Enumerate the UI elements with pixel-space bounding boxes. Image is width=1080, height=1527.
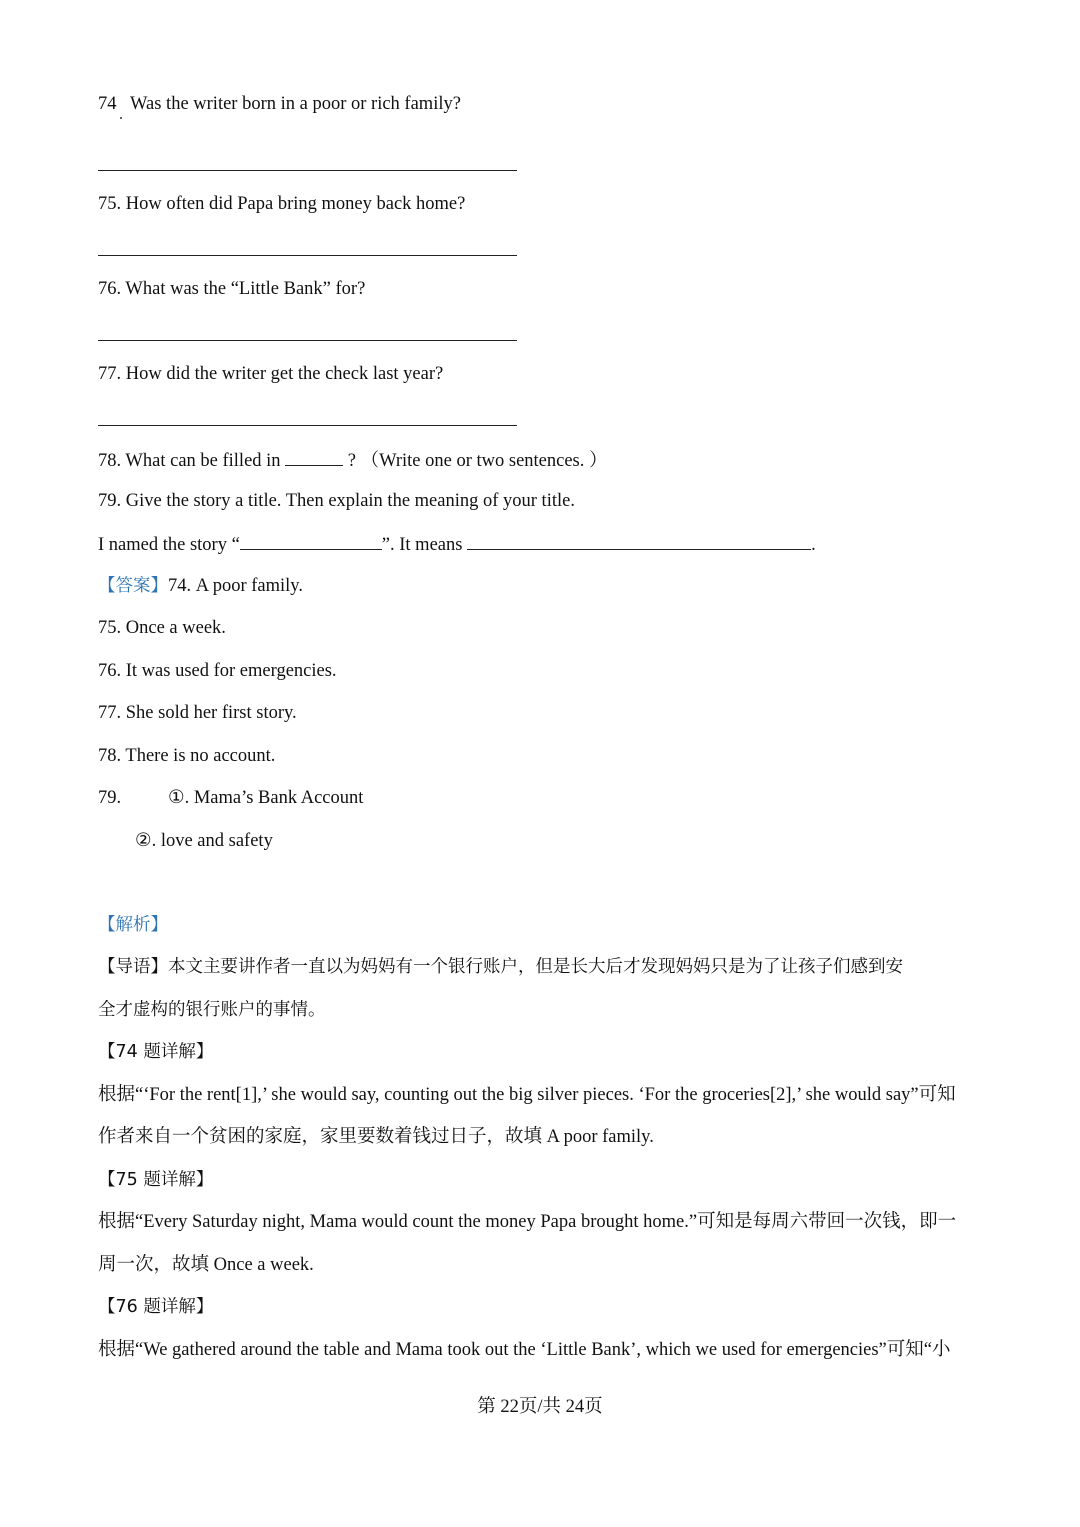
answer-79-number: 79. [98, 788, 122, 808]
answer-79-title: ①. Mama’s Bank Account [168, 788, 364, 808]
question-76: 76. What was the “Little Bank” for? [98, 279, 366, 299]
heading-76-detail: 【76 题详解】 [98, 1297, 214, 1317]
fill-period: . [811, 535, 816, 555]
answer-74-text: 74. A poor family. [168, 576, 303, 596]
question-78-text-end: ? （Write one or two sentences. ） [343, 451, 608, 471]
meaning-prompt: ”. It means [381, 535, 468, 555]
answer-line-77 [98, 425, 517, 426]
detail-74-line-2: 作者来自一个贫困的家庭，家里要数着钱过日子，故填 A poor family. [98, 1127, 654, 1147]
answer-76: 76. It was used for emergencies. [98, 661, 337, 681]
question-75: 75. How often did Papa bring money back home? [98, 194, 466, 214]
answer-75: 75. Once a week. [98, 618, 226, 638]
analysis-tag: 【解析】 [98, 915, 168, 935]
stray-dot [120, 117, 122, 119]
intro-line-2: 全才虚构的银行账户的事情。 [98, 1000, 326, 1020]
page-number: 第 22页/共 24页 [477, 1397, 603, 1417]
question-78-text-start: 78. What can be filled in [98, 451, 286, 471]
question-78-blank [285, 447, 343, 466]
heading-75-detail: 【75 题详解】 [98, 1170, 214, 1190]
detail-74-line-1: 根据“‘For the rent[1],’ she would say, counting out the big silver pieces. ‘For the groceries[2],’ she would say”可知 [98, 1085, 956, 1105]
answer-78: 78. There is no account. [98, 746, 276, 766]
detail-75-line-1: 根据“Every Saturday night, Mama would count the money Papa brought home.”可知是每周六带回一次钱，即一 [98, 1212, 957, 1232]
detail-76-line-1: 根据“We gathered around the table and Mama took out the ‘Little Bank’, which we used for emergencies”可知“小 [98, 1340, 951, 1360]
question-79-fill [98, 531, 816, 557]
answer-tag: 【答案】 [98, 576, 168, 596]
meaning-blank [467, 531, 811, 550]
answer-line-74 [98, 170, 517, 171]
intro-line-1: 【导语】本文主要讲作者一直以为妈妈有一个银行账户，但是长大后才发现妈妈只是为了让孩子们感到安 [98, 957, 903, 977]
answer-77: 77. She sold her first story. [98, 703, 297, 723]
answer-79-meaning: ②. love and safety [135, 831, 273, 851]
question-78 [98, 447, 608, 473]
answer-line-75 [98, 255, 517, 256]
question-79: 79. Give the story a title. Then explain the meaning of your title. [98, 491, 575, 511]
question-74-number: 74 [98, 94, 117, 114]
question-77: 77. How did the writer get the check last year? [98, 364, 444, 384]
question-74 [98, 92, 461, 116]
answer-line-76 [98, 340, 517, 341]
title-blank [240, 531, 382, 550]
answer-74 [98, 574, 303, 598]
question-74-text: Was the writer born in a poor or rich family? [130, 94, 461, 114]
detail-75-line-2: 周一次，故填 Once a week. [98, 1255, 314, 1275]
title-prompt: I named the story “ [98, 535, 240, 555]
heading-74-detail: 【74 题详解】 [98, 1042, 214, 1062]
